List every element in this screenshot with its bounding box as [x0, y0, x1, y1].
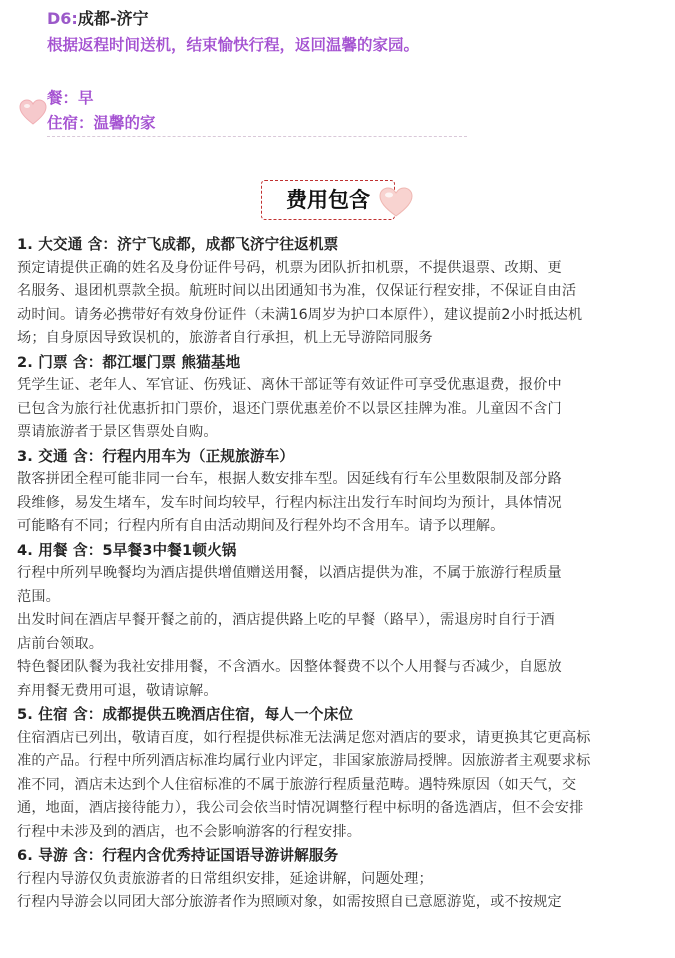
paragraph-line: 行程中未涉及到的酒店，也不会影响游客的行程安排。 [17, 823, 362, 840]
paragraph-line: 预定请提供正确的姓名及身份证件号码，机票为团队折扣机票，不提供退票、改期、更 [17, 259, 562, 276]
paragraph-line: 行程内导游会以同团大部分旅游者作为照顾对象，如需按照自已意愿游览，或不按规定 [17, 894, 562, 910]
section-heading: 6. 导游 含：行程内含优秀持证国语导游讲解服务 [17, 847, 339, 864]
section-title: 费用包含 [286, 188, 370, 212]
paragraph-line: 住宿酒店已列出，敬请百度，如行程提供标准无法满足您对酒店的要求，请更换其它更高标 [17, 729, 591, 746]
day-description: 根据返程时间送机，结束愉快行程，返回温馨的家园。 [47, 36, 420, 54]
paragraph-line: 散客拼团全程可能非同一台车，根据人数安排车型。因延线有行车公里数限制及部分路 [17, 471, 562, 487]
paragraph-line: 凭学生证、老年人、军官证、伤残证、离休干部证等有效证件可享受优惠退费，报价中 [17, 377, 562, 393]
paragraph-line: 通，地面，酒店接待能力），我公司会依当时情况调整行程中标明的备选酒店，但不会安排 [17, 800, 584, 816]
paragraph-line: 场；自身原因导致误机的，旅游者自行承担，机上无导游陪同服务 [17, 330, 433, 346]
section-heading: 5. 住宿 含：成都提供五晚酒店住宿，每人一个床位 [17, 706, 354, 723]
paragraph-line: 名服务、退团机票款全损。航班时间以出团通知书为准，仅保证行程安排，不保证自由活 [17, 283, 577, 299]
section-heading: 2. 门票 含：都江堰门票 熊猫基地 [17, 353, 241, 371]
section-heading: 1. 大交通 含：济宁飞成都，成都飞济宁往返机票 [17, 236, 339, 253]
day-route: 成都-济宁 [77, 9, 149, 28]
meal-info: 餐：早 [47, 89, 94, 107]
paragraph-line: 可能略有不同；行程内所有自由活动期间及行程外均不含用车。请予以理解。 [17, 518, 505, 534]
heart-icon [378, 186, 414, 218]
paragraph-line: 范围。 [17, 588, 61, 605]
paragraph-line: 店前台领取。 [17, 635, 104, 652]
stay-info: 住宿：温馨的家 [47, 114, 156, 132]
divider [47, 136, 467, 137]
paragraph-line: 动时间。请务必携带好有效身份证件（未满16周岁为护口本原件），建议提前2小时抵达机 [17, 306, 583, 323]
heart-icon [18, 98, 48, 126]
section-heading: 3. 交通 含：行程内用车为（正规旅游车） [17, 447, 295, 465]
paragraph-line: 特色餐团队餐为我社安排用餐，不含酒水。因整体餐费不以个人用餐与否减少，自愿放 [17, 659, 562, 675]
paragraph-line: 弃用餐无费用可退，敬请谅解。 [17, 682, 218, 699]
paragraph-line: 行程内导游仅负责旅游者的日常组织安排，延途讲解，问题处理； [17, 870, 433, 887]
paragraph-line: 准的产品。行程中所列酒店标准均属行业内评定，非国家旅游局授牌。因旅游者主观要求标 [17, 753, 591, 769]
paragraph-line: 段维修，易发生堵车，发车时间均较早，行程内标注出发行车时间均为预计，具体情况 [17, 494, 562, 511]
day-header [47, 8, 148, 30]
section-title-box [261, 180, 395, 220]
fee-include-content [17, 233, 663, 915]
paragraph-line: 准不同，酒店未达到个人住宿标准的不属于旅游行程质量范畴。遇特殊原因（如天气，交 [17, 776, 577, 793]
paragraph-line: 出发时间在酒店早餐开餐之前的，酒店提供路上吃的早餐（路早），需退房时自行于酒 [17, 612, 555, 628]
paragraph-line: 行程中所列早晚餐均为酒店提供增值赠送用餐，以酒店提供为准，不属于旅游行程质量 [17, 565, 562, 581]
paragraph-line: 已包含为旅行社优惠折扣门票价，退还门票优惠差价不以景区挂牌为准。儿童因不含门 [17, 400, 562, 417]
section-heading: 4. 用餐 含：5早餐3中餐1顿火锅 [17, 541, 237, 559]
paragraph-line: 票请旅游者于景区售票处自购。 [17, 424, 218, 440]
day-code: D6: [47, 9, 78, 28]
